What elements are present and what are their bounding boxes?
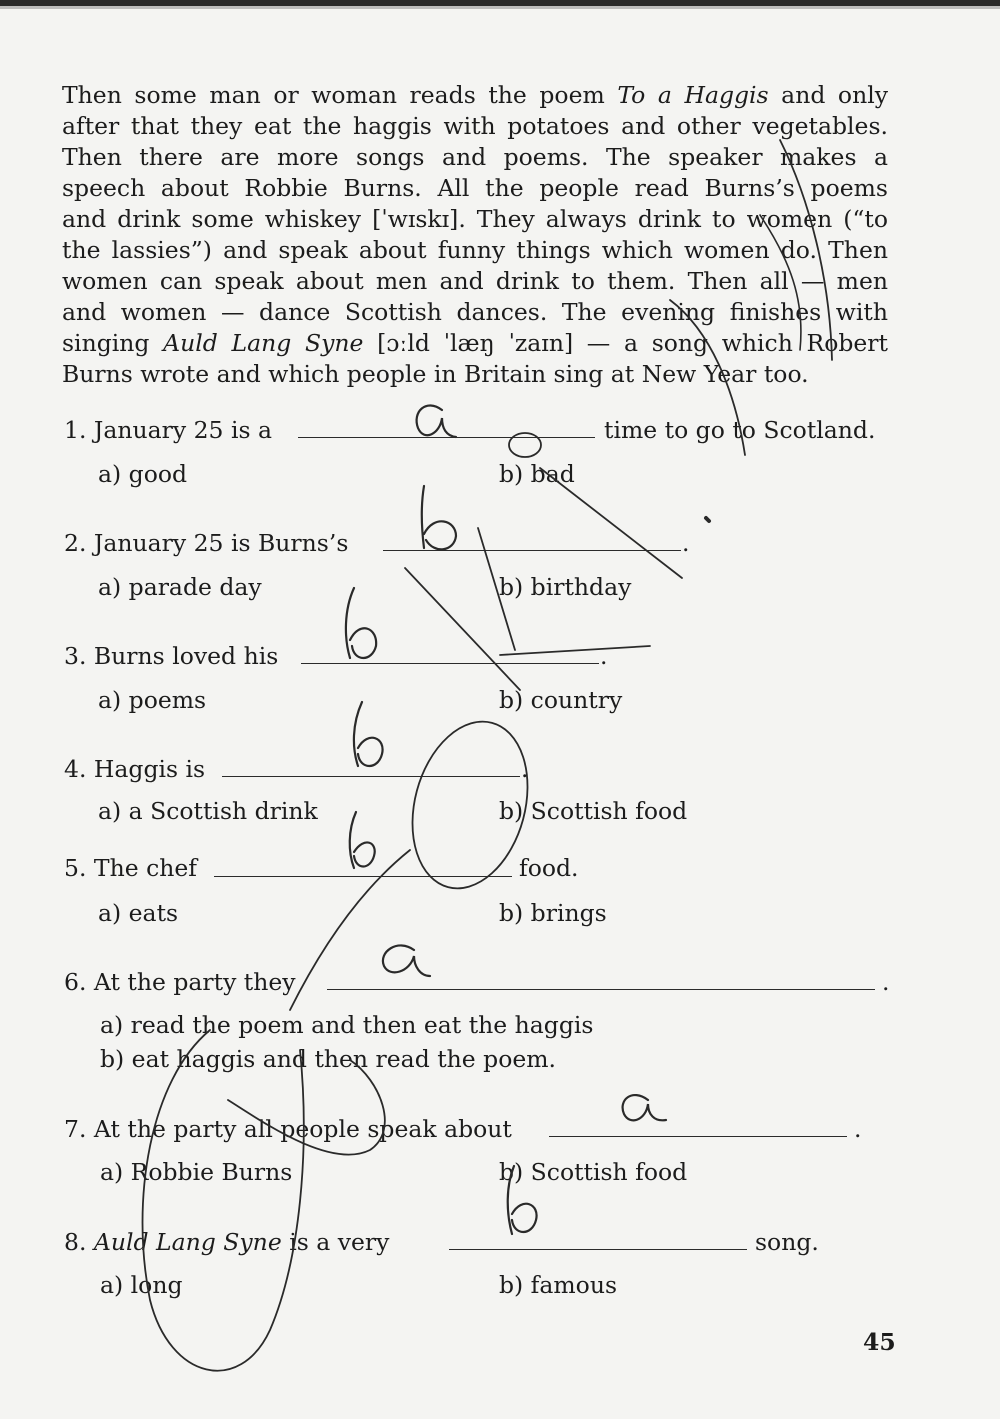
handwritten-answer-5 (350, 812, 375, 868)
passage-line: and drink some whiskey [ˈwɪskɪ]. They always drink to women (“to (62, 205, 888, 233)
question-8-stem: 8. Auld Lang Syne is a very (64, 1228, 390, 1256)
question-1-answer-blank[interactable] (298, 437, 595, 438)
passage-line: and women — dance Scottish dances. The evening finishes with (62, 298, 888, 326)
handwritten-answer-1 (417, 405, 456, 437)
scribble-stroke-3 (500, 646, 650, 655)
handwritten-answer-4 (354, 702, 383, 766)
question-1-option-b[interactable]: b) bad (499, 460, 575, 488)
question-3-option-b[interactable]: b) country (499, 686, 623, 714)
question-6-option-a[interactable]: a) read the poem and then eat the haggis (100, 1011, 594, 1039)
question-5-option-a[interactable]: a) eats (98, 899, 179, 927)
question-6-answer-blank[interactable] (327, 989, 875, 990)
handwritten-answer-7 (623, 1095, 666, 1120)
question-2-stem: 2. January 25 is Burns’s (64, 529, 349, 557)
passage-line: speech about Robbie Burns. All the people read Burns’s poems (62, 174, 888, 202)
question-2-answer-blank[interactable] (383, 550, 681, 551)
question-8-option-a[interactable]: a) long (100, 1271, 183, 1299)
scribble-loop-bottom (143, 1030, 304, 1371)
handwritten-answer-6 (383, 945, 430, 976)
passage-line: Burns wrote and which people in Britain sing at New Year too. (62, 360, 809, 388)
question-8-option-b[interactable]: b) famous (499, 1271, 618, 1299)
question-7-option-a[interactable]: a) Robbie Burns (100, 1158, 293, 1186)
passage-line: women can speak about men and drink to them. Then all — men (62, 267, 888, 295)
question-3-stem-end: . (600, 642, 608, 670)
question-3-answer-blank[interactable] (301, 663, 599, 664)
passage-line: after that they eat the haggis with potatoes and other vegetables. (62, 112, 888, 140)
question-5-answer-blank[interactable] (214, 876, 512, 877)
question-1-stem-end: time to go to Scotland. (604, 416, 876, 444)
question-5-stem-end: food. (519, 854, 579, 882)
passage-line: Then some man or woman reads the poem To a Haggis and only (62, 81, 888, 109)
question-1-option-a[interactable]: a) good (98, 460, 188, 488)
question-8-stem-end: song. (755, 1228, 819, 1256)
question-5-option-b[interactable]: b) brings (499, 899, 607, 927)
question-7-stem-end: . (854, 1115, 862, 1143)
question-3-stem: 3. Burns loved his (64, 642, 279, 670)
question-7-answer-blank[interactable] (549, 1136, 847, 1137)
question-4-stem: 4. Haggis is (64, 755, 206, 783)
page-number: 45 (863, 1328, 896, 1356)
passage-line: singing Auld Lang Syne [ɔːld ˈlæŋ ˈzaɪn] — a song which Robert (62, 329, 888, 357)
passage-line: the lassies”) and speak about funny things which women do. Then (62, 236, 888, 264)
question-8-answer-blank[interactable] (449, 1249, 747, 1250)
question-4-option-b[interactable]: b) Scottish food (499, 797, 688, 825)
handwritten-answer-3 (346, 588, 376, 658)
question-6-stem: 6. At the party they (64, 968, 296, 996)
question-6-stem-end: . (882, 968, 890, 996)
passage-line: Then there are more songs and poems. The speaker makes a (62, 143, 888, 171)
top-border-shadow (0, 6, 1000, 9)
scribble-stroke-mid (290, 850, 410, 1010)
question-3-option-a[interactable]: a) poems (98, 686, 207, 714)
question-2-option-b[interactable]: b) birthday (499, 573, 632, 601)
question-2-option-a[interactable]: a) parade day (98, 573, 262, 601)
question-7-stem: 7. At the party all people speak about (64, 1115, 512, 1143)
handwritten-answer-2 (422, 486, 456, 549)
question-1-stem: 1. January 25 is a (64, 416, 273, 444)
question-2-stem-end: . (682, 529, 690, 557)
question-4-answer-blank[interactable] (222, 776, 520, 777)
scribble-dot (706, 518, 709, 521)
question-5-stem: 5. The chef (64, 854, 197, 882)
question-4-stem-end: . (521, 755, 529, 783)
question-4-option-a[interactable]: a) a Scottish drink (98, 797, 318, 825)
question-7-option-b[interactable]: b) Scottish food (499, 1158, 688, 1186)
question-6-option-b[interactable]: b) eat haggis and then read the poem. (100, 1045, 557, 1073)
